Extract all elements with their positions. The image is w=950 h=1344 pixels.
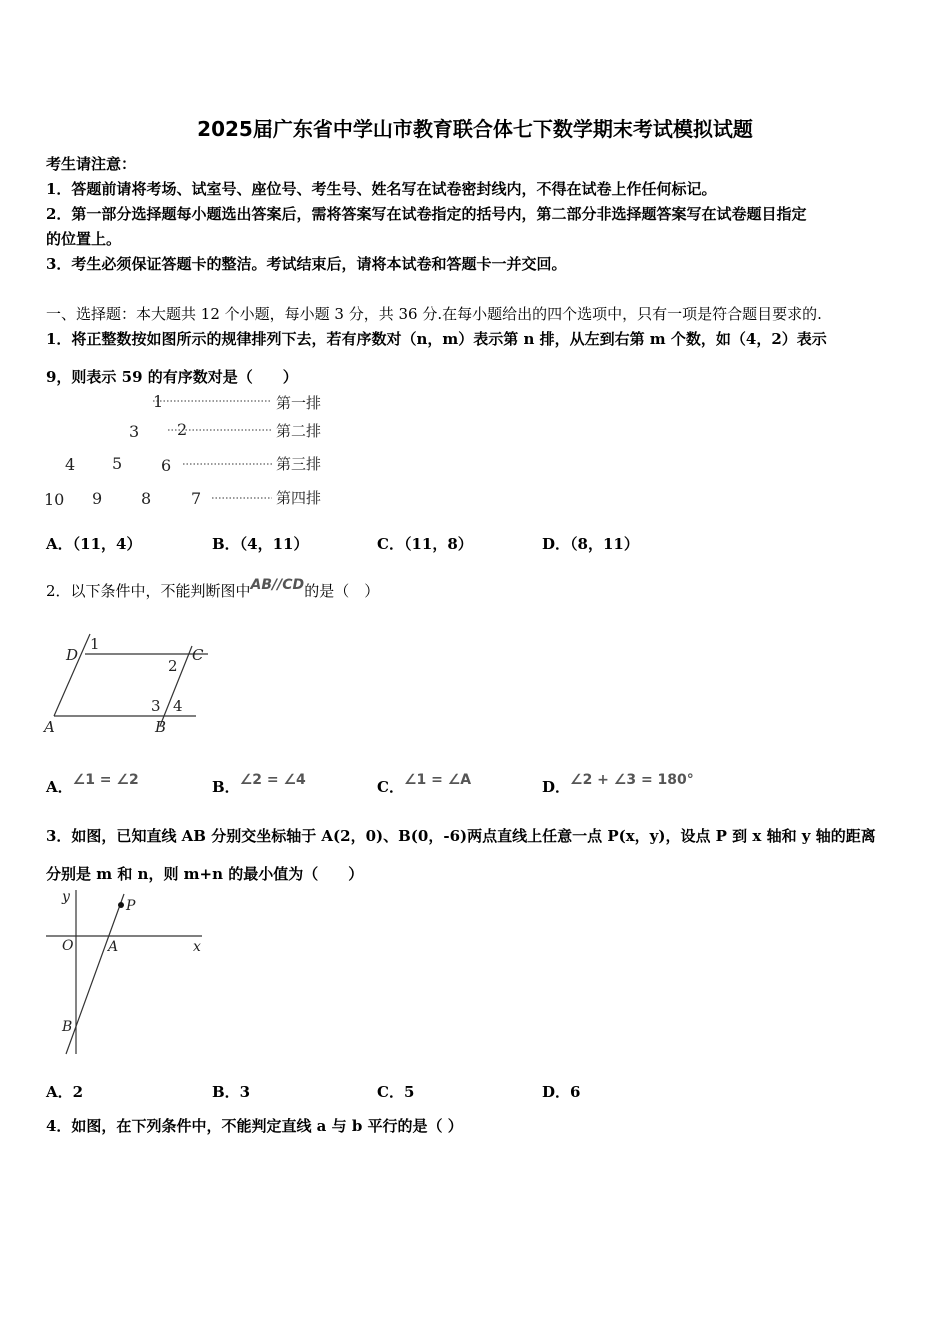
q3-figure [40,886,210,1058]
q2-option-a[interactable] [46,772,139,797]
q3-option-c[interactable]: C．5 [377,1083,415,1101]
q1-fig-label: 第四排 [276,489,322,507]
notice-item-2-cont: 的位置上。 [46,230,122,248]
q1-fig-label: 第三排 [276,455,322,473]
q1-option-d[interactable]: D．（8，11） [542,535,639,553]
q1-fig-label: 第二排 [276,422,322,440]
q1-fig-num: 9 [92,489,103,508]
notice-item-2: 2．第一部分选择题每小题选出答案后，需将答案写在试卷指定的括号内，第二部分非选择题答案写在试卷题目指定 [46,205,807,223]
q2-stem [46,577,380,601]
q1-fig-num: 5 [112,454,123,473]
q2-option-math: ∠1 = ∠2 [72,772,139,788]
q3-option-b[interactable]: B．3 [212,1083,251,1101]
q2-label: D [66,646,79,664]
q2-option-b[interactable] [212,772,306,797]
q1-fig-num: 4 [65,455,76,474]
q2-option-math: ∠2 + ∠3 = 180° [570,772,694,788]
notice-item-1: 1．答题前请将考场、试室号、座位号、考生号、姓名写在试卷密封线内，不得在试卷上作任何标记。 [46,180,717,198]
q2-option-d[interactable] [542,772,694,797]
q3-option-d[interactable]: D．6 [542,1083,581,1101]
q3-label: x [193,939,201,955]
q2-stem-post: 的是（ ） [304,582,380,600]
q1-fig-num: 7 [191,489,202,508]
q3-stem-line1: 3．如图，已知直线 AB 分别交坐标轴于 A(2，0)、B(0，-6)两点直线上任意一点 P(x，y)，设点 P 到 x 轴和 y 轴的距离 [46,827,876,845]
q1-fig-num: 2 [177,420,188,439]
q2-stem-pre: 2．以下条件中，不能判断图中 [46,582,251,600]
q2-label: C [192,646,204,664]
q1-stem-line2: 9，则表示 59 的有序数对是（ ） [46,368,298,386]
q1-option-c[interactable]: C．（11，8） [377,535,473,553]
q1-option-b[interactable]: B．（4，11） [212,535,309,553]
q2-figure [40,628,210,740]
q1-fig-num: 10 [44,490,65,509]
q3-line-ab [66,894,124,1054]
q2-label: A [44,718,55,736]
q3-label: y [62,889,70,905]
q3-point-p [118,902,124,908]
q2-stem-math: AB//CD [250,577,305,593]
q1-option-a[interactable]: A．（11，4） [46,535,142,553]
q2-option-letter: A． [46,778,73,796]
q4-stem: 4．如图，在下列条件中，不能判定直线 a 与 b 平行的是（ ） [46,1117,463,1135]
q2-option-math: ∠2 = ∠4 [239,772,306,788]
q2-option-letter: D． [542,778,571,796]
q2-option-math: ∠1 = ∠A [403,772,472,788]
q2-label: 3 [151,697,161,715]
section-heading: 一、选择题：本大题共 12 个小题，每小题 3 分，共 36 分.在每小题给出的四个选项中，只有一项是符合题目要求的. [46,305,822,323]
q1-fig-num: 8 [141,489,152,508]
q2-label: 4 [173,697,183,715]
q3-label: P [126,898,136,914]
q2-option-c[interactable] [377,772,472,797]
q1-fig-label: 第一排 [276,394,322,412]
page-title: 2025届广东省中学山市教育联合体七下数学期末考试模拟试题 [197,117,753,141]
q3-label: B [62,1019,73,1035]
q1-fig-num: 6 [161,456,172,475]
q2-label: 2 [168,657,178,675]
q3-label: A [108,939,119,955]
q2-option-letter: C． [377,778,404,796]
q1-fig-num: 3 [129,422,140,441]
q1-stem-line1: 1．将正整数按如图所示的规律排列下去，若有序数对（n，m）表示第 n 排，从左到右第 m 个数，如（4，2）表示 [46,330,827,348]
notice-heading: 考生请注意： [46,155,137,173]
q2-option-letter: B． [212,778,240,796]
q3-option-a[interactable]: A．2 [46,1083,84,1101]
q2-label: 1 [90,635,100,653]
q3-stem-line2: 分别是 m 和 n，则 m+n 的最小值为（ ） [46,865,364,883]
q1-fig-num: 1 [153,392,164,411]
q1-figure [40,388,340,512]
q2-label: B [155,718,167,736]
q3-label: O [62,938,74,954]
notice-item-3: 3．考生必须保证答题卡的整洁。考试结束后，请将本试卷和答题卡一并交回。 [46,255,567,273]
